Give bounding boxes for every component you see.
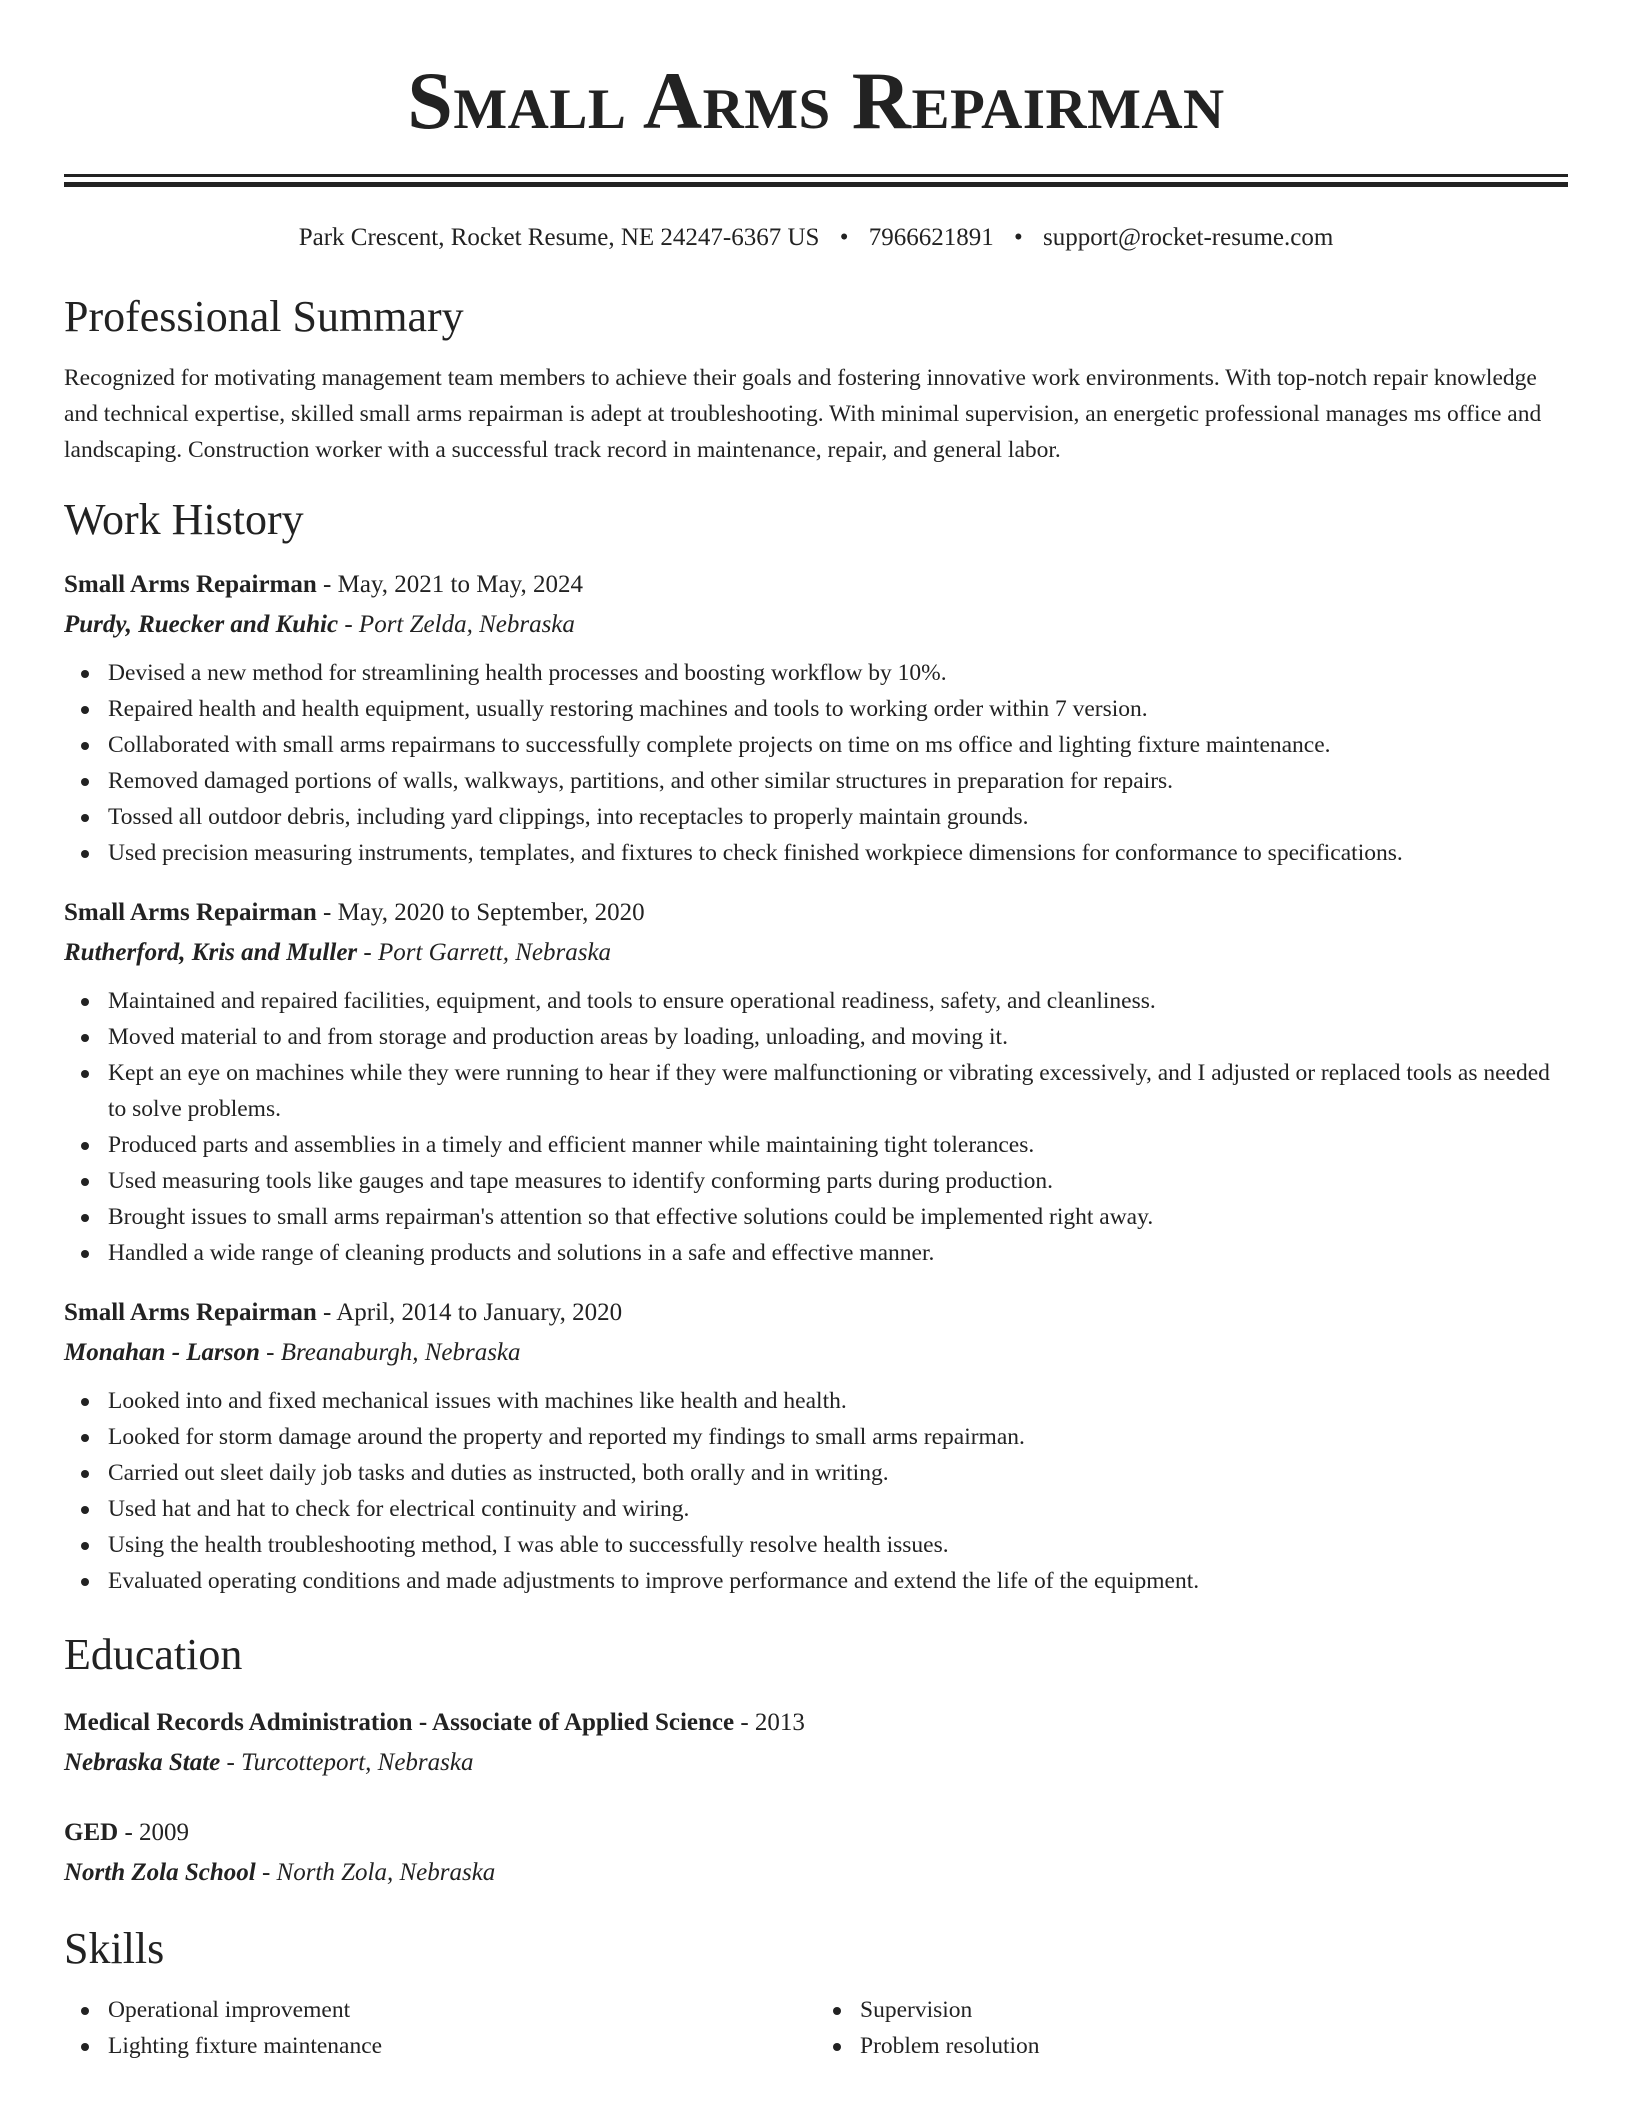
job-employer-line (64, 933, 1568, 973)
job-entry (64, 893, 1568, 1271)
list-item: Using the health troubleshooting method, I was able to successfully resolve health issues. (64, 1527, 1568, 1563)
section-title-summary: Professional Summary (64, 292, 464, 341)
job-entry (64, 1293, 1568, 1599)
contact-address: Park Crescent, Rocket Resume, NE 24247-6367 US (298, 224, 820, 251)
list-item: Used hat and hat to check for electrical continuity and wiring. (64, 1491, 1568, 1527)
education-header (64, 1813, 1568, 1853)
contact-line (64, 223, 1568, 253)
job-employer-line (64, 1333, 1568, 1373)
job-title: Small Arms Repairman (64, 898, 317, 926)
header-divider-thick (64, 182, 1568, 187)
section-title-education: Education (64, 1629, 243, 1679)
job-bullets (64, 983, 1568, 1271)
education-school-line (64, 1853, 1568, 1893)
skills-grid (64, 1992, 1568, 2064)
job-employer: Rutherford, Kris and Muller (64, 938, 358, 966)
list-item: Produced parts and assemblies in a timely and efficient manner while maintaining tight tolerances. (64, 1127, 1568, 1163)
list-item: Operational improvement (64, 1992, 816, 2028)
list-item: Brought issues to small arms repairman's attention so that effective solutions could be implemented right away. (64, 1199, 1568, 1235)
list-item: Evaluated operating conditions and made adjustments to improve performance and extend the life of the equipment. (64, 1563, 1568, 1599)
list-item: Problem resolution (816, 2028, 1568, 2064)
education-entry (64, 1813, 1568, 1893)
contact-phone: 7966621891 (868, 224, 994, 251)
job-header (64, 893, 1568, 933)
education-header (64, 1703, 1568, 1743)
summary-text: Recognized for motivating management team members to achieve their goals and fostering innovative work environments. With top-notch repair knowledge and technical expertise, skilled small arms repairman is adept at troubleshooting. With minimal supervision, an energetic professional manages ms office and landscaping. Construction worker with a successful track record in maintenance, repair, and general labor. (64, 364, 1542, 463)
education-degree: Medical Records Administration - Associate of Applied Science (64, 1709, 735, 1737)
education-year: - 2013 (734, 1709, 805, 1737)
list-item: Kept an eye on machines while they were running to hear if they were malfunctioning or vibrating excessively, and I adjusted or replaced tools as needed to solve problems. (64, 1055, 1568, 1127)
list-item: Handled a wide range of cleaning products and solutions in a safe and effective manner. (64, 1235, 1568, 1271)
list-item: Maintained and repaired facilities, equipment, and tools to ensure operational readiness, safety, and cleanliness. (64, 983, 1568, 1019)
list-item: Tossed all outdoor debris, including yard clippings, into receptacles to properly maintain grounds. (64, 799, 1568, 835)
job-header (64, 1293, 1568, 1333)
contact-separator: • (839, 224, 849, 251)
education-degree: GED (64, 1819, 119, 1847)
list-item: Used measuring tools like gauges and tape measures to identify conforming parts during production. (64, 1163, 1568, 1199)
education-school-line (64, 1743, 1568, 1783)
job-title: Small Arms Repairman (64, 570, 317, 598)
job-location: - Port Zelda, Nebraska (338, 610, 575, 638)
education-location: - North Zola, Nebraska (255, 1859, 496, 1887)
header-divider-thin (64, 174, 1568, 177)
skills-column-right (816, 1992, 1568, 2064)
list-item: Devised a new method for streamlining health processes and boosting workflow by 10%. (64, 655, 1568, 691)
list-item: Supervision (816, 1992, 1568, 2028)
job-bullets (64, 655, 1568, 871)
job-location: - Breanaburgh, Nebraska (259, 1338, 521, 1366)
education-entry (64, 1703, 1568, 1783)
contact-email[interactable]: support@rocket-resume.com (1043, 224, 1334, 251)
job-bullets (64, 1383, 1568, 1599)
job-title: Small Arms Repairman (64, 1298, 317, 1326)
education-location: - Turcotteport, Nebraska (220, 1749, 474, 1777)
job-header (64, 565, 1568, 605)
job-dates: - April, 2014 to January, 2020 (316, 1298, 623, 1326)
job-dates: - May, 2021 to May, 2024 (316, 570, 583, 598)
section-title-work-history: Work History (64, 494, 304, 544)
job-dates: - May, 2020 to September, 2020 (316, 898, 645, 926)
list-item: Moved material to and from storage and production areas by loading, unloading, and moving it. (64, 1019, 1568, 1055)
section-title-skills: Skills (64, 1924, 165, 1974)
list-item: Looked for storm damage around the property and reported my findings to small arms repairman. (64, 1419, 1568, 1455)
list-item: Used precision measuring instruments, templates, and fixtures to check finished workpiece dimensions for conformance to specifications. (64, 835, 1568, 871)
job-employer: Purdy, Ruecker and Kuhic (64, 610, 339, 638)
education-year: - 2009 (118, 1819, 190, 1847)
skills-column-left (64, 1992, 816, 2064)
list-item: Collaborated with small arms repairmans to successfully complete projects on time on ms office and lighting fixture maintenance. (64, 727, 1568, 763)
candidate-name: Small Arms Repairman (407, 55, 1225, 146)
job-employer-line (64, 605, 1568, 645)
contact-separator: • (1013, 224, 1023, 251)
list-item: Carried out sleet daily job tasks and duties as instructed, both orally and in writing. (64, 1455, 1568, 1491)
job-location: - Port Garrett, Nebraska (357, 938, 612, 966)
list-item: Repaired health and health equipment, usually restoring machines and tools to working order within 7 version. (64, 691, 1568, 727)
job-entry (64, 565, 1568, 871)
education-school: North Zola School (64, 1859, 256, 1887)
list-item: Lighting fixture maintenance (64, 2028, 816, 2064)
list-item: Looked into and fixed mechanical issues with machines like health and health. (64, 1383, 1568, 1419)
job-employer: Monahan - Larson (64, 1338, 260, 1366)
list-item: Removed damaged portions of walls, walkways, partitions, and other similar structures in preparation for repairs. (64, 763, 1568, 799)
education-school: Nebraska State (64, 1749, 221, 1777)
